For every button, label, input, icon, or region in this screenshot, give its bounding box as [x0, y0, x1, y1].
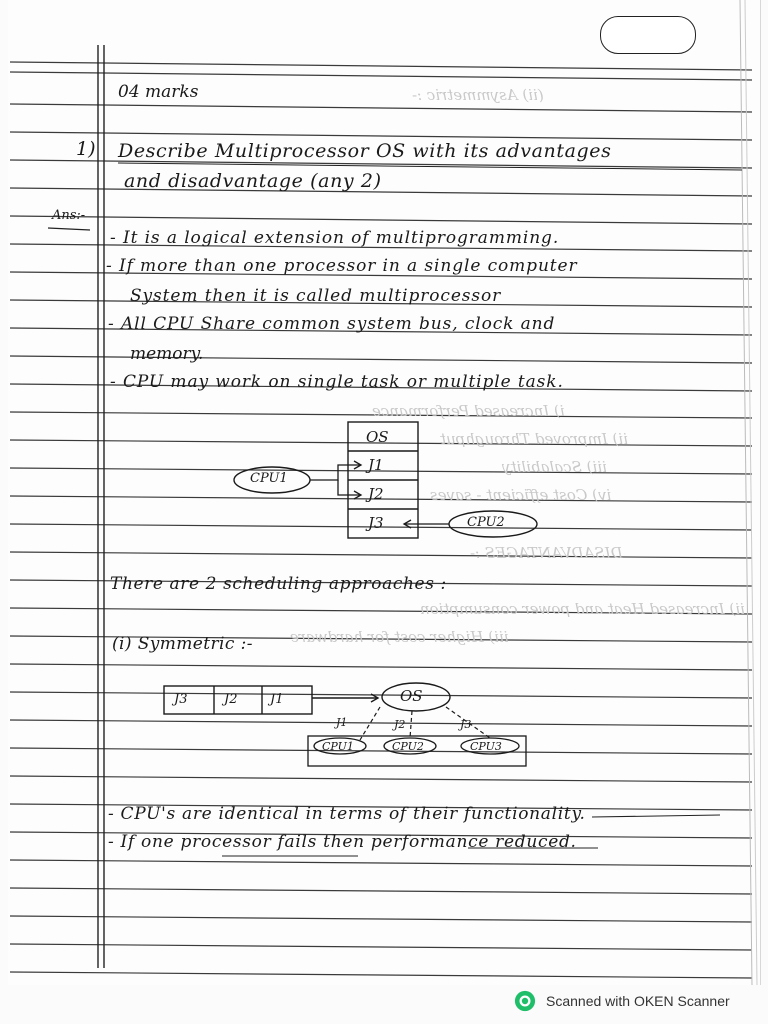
scanner-watermark: Scanned with OKEN Scanner [546, 993, 730, 1009]
note-line: - CPU's are identical in terms of their functionality. [108, 804, 586, 824]
stack-j1-label: J1 [368, 456, 384, 474]
answer-point: memory. [130, 344, 204, 364]
cpu3-node: CPU3 [470, 740, 502, 753]
answer-point: - If more than one processor in a single computer [106, 256, 578, 276]
answer-label: Ans:- [52, 208, 86, 223]
cpu1-label: CPU1 [250, 471, 288, 486]
scanner-footer [514, 988, 730, 1014]
answer-point: - It is a logical extension of multiprogramming. [110, 228, 560, 248]
bleed-through-text: (ii) Asymmetric :- [412, 86, 544, 104]
answer-point: - CPU may work on single task or multiple task. [110, 372, 564, 392]
bleed-through-text: ii) Improved Throughput [440, 430, 628, 448]
cpu2-node: CPU2 [392, 740, 424, 753]
stack-j3-label: J3 [368, 514, 384, 532]
os-node-label: OS [400, 687, 423, 705]
dispatch-j1: J1 [336, 716, 348, 729]
bleed-through-text: ii) Increased Heat and power consumption [420, 600, 745, 618]
cpu2-label: CPU2 [467, 515, 505, 530]
question-line-1: Describe Multiprocessor OS with its advantages [118, 140, 612, 162]
queue-j3: J3 [174, 692, 188, 707]
stack-os-label: OS [366, 428, 389, 446]
bleed-through-text: iii) Higher cost for hardware [290, 628, 509, 646]
bleed-through-text: DISADVANTAGES :- [470, 544, 623, 562]
dispatch-j3: J3 [460, 718, 472, 731]
stack-j2-label: J2 [368, 485, 384, 503]
bleed-through-text: iv) Cost efficient - saves [430, 486, 612, 504]
marks-heading: 04 marks [118, 82, 199, 102]
question-line-2: and disadvantage (any 2) [124, 170, 382, 192]
scanner-logo-icon [514, 990, 536, 1012]
scheduling-intro: There are 2 scheduling approaches : [110, 574, 447, 594]
answer-point: - All CPU Share common system bus, clock and [108, 314, 556, 334]
symmetric-heading: (i) Symmetric :- [112, 634, 253, 654]
bleed-through-text: iii) Scalability [502, 458, 607, 476]
answer-point: System then it is called multiprocessor [130, 286, 502, 306]
cpu1-node: CPU1 [322, 740, 354, 753]
question-number: 1) [76, 138, 96, 160]
queue-j2: J2 [224, 692, 238, 707]
dispatch-j2: J2 [394, 718, 406, 731]
note-line: - If one processor fails then performance reduced. [108, 832, 577, 852]
queue-j1: J1 [270, 692, 284, 707]
bleed-through-text: i) Increased Performance [372, 402, 565, 420]
